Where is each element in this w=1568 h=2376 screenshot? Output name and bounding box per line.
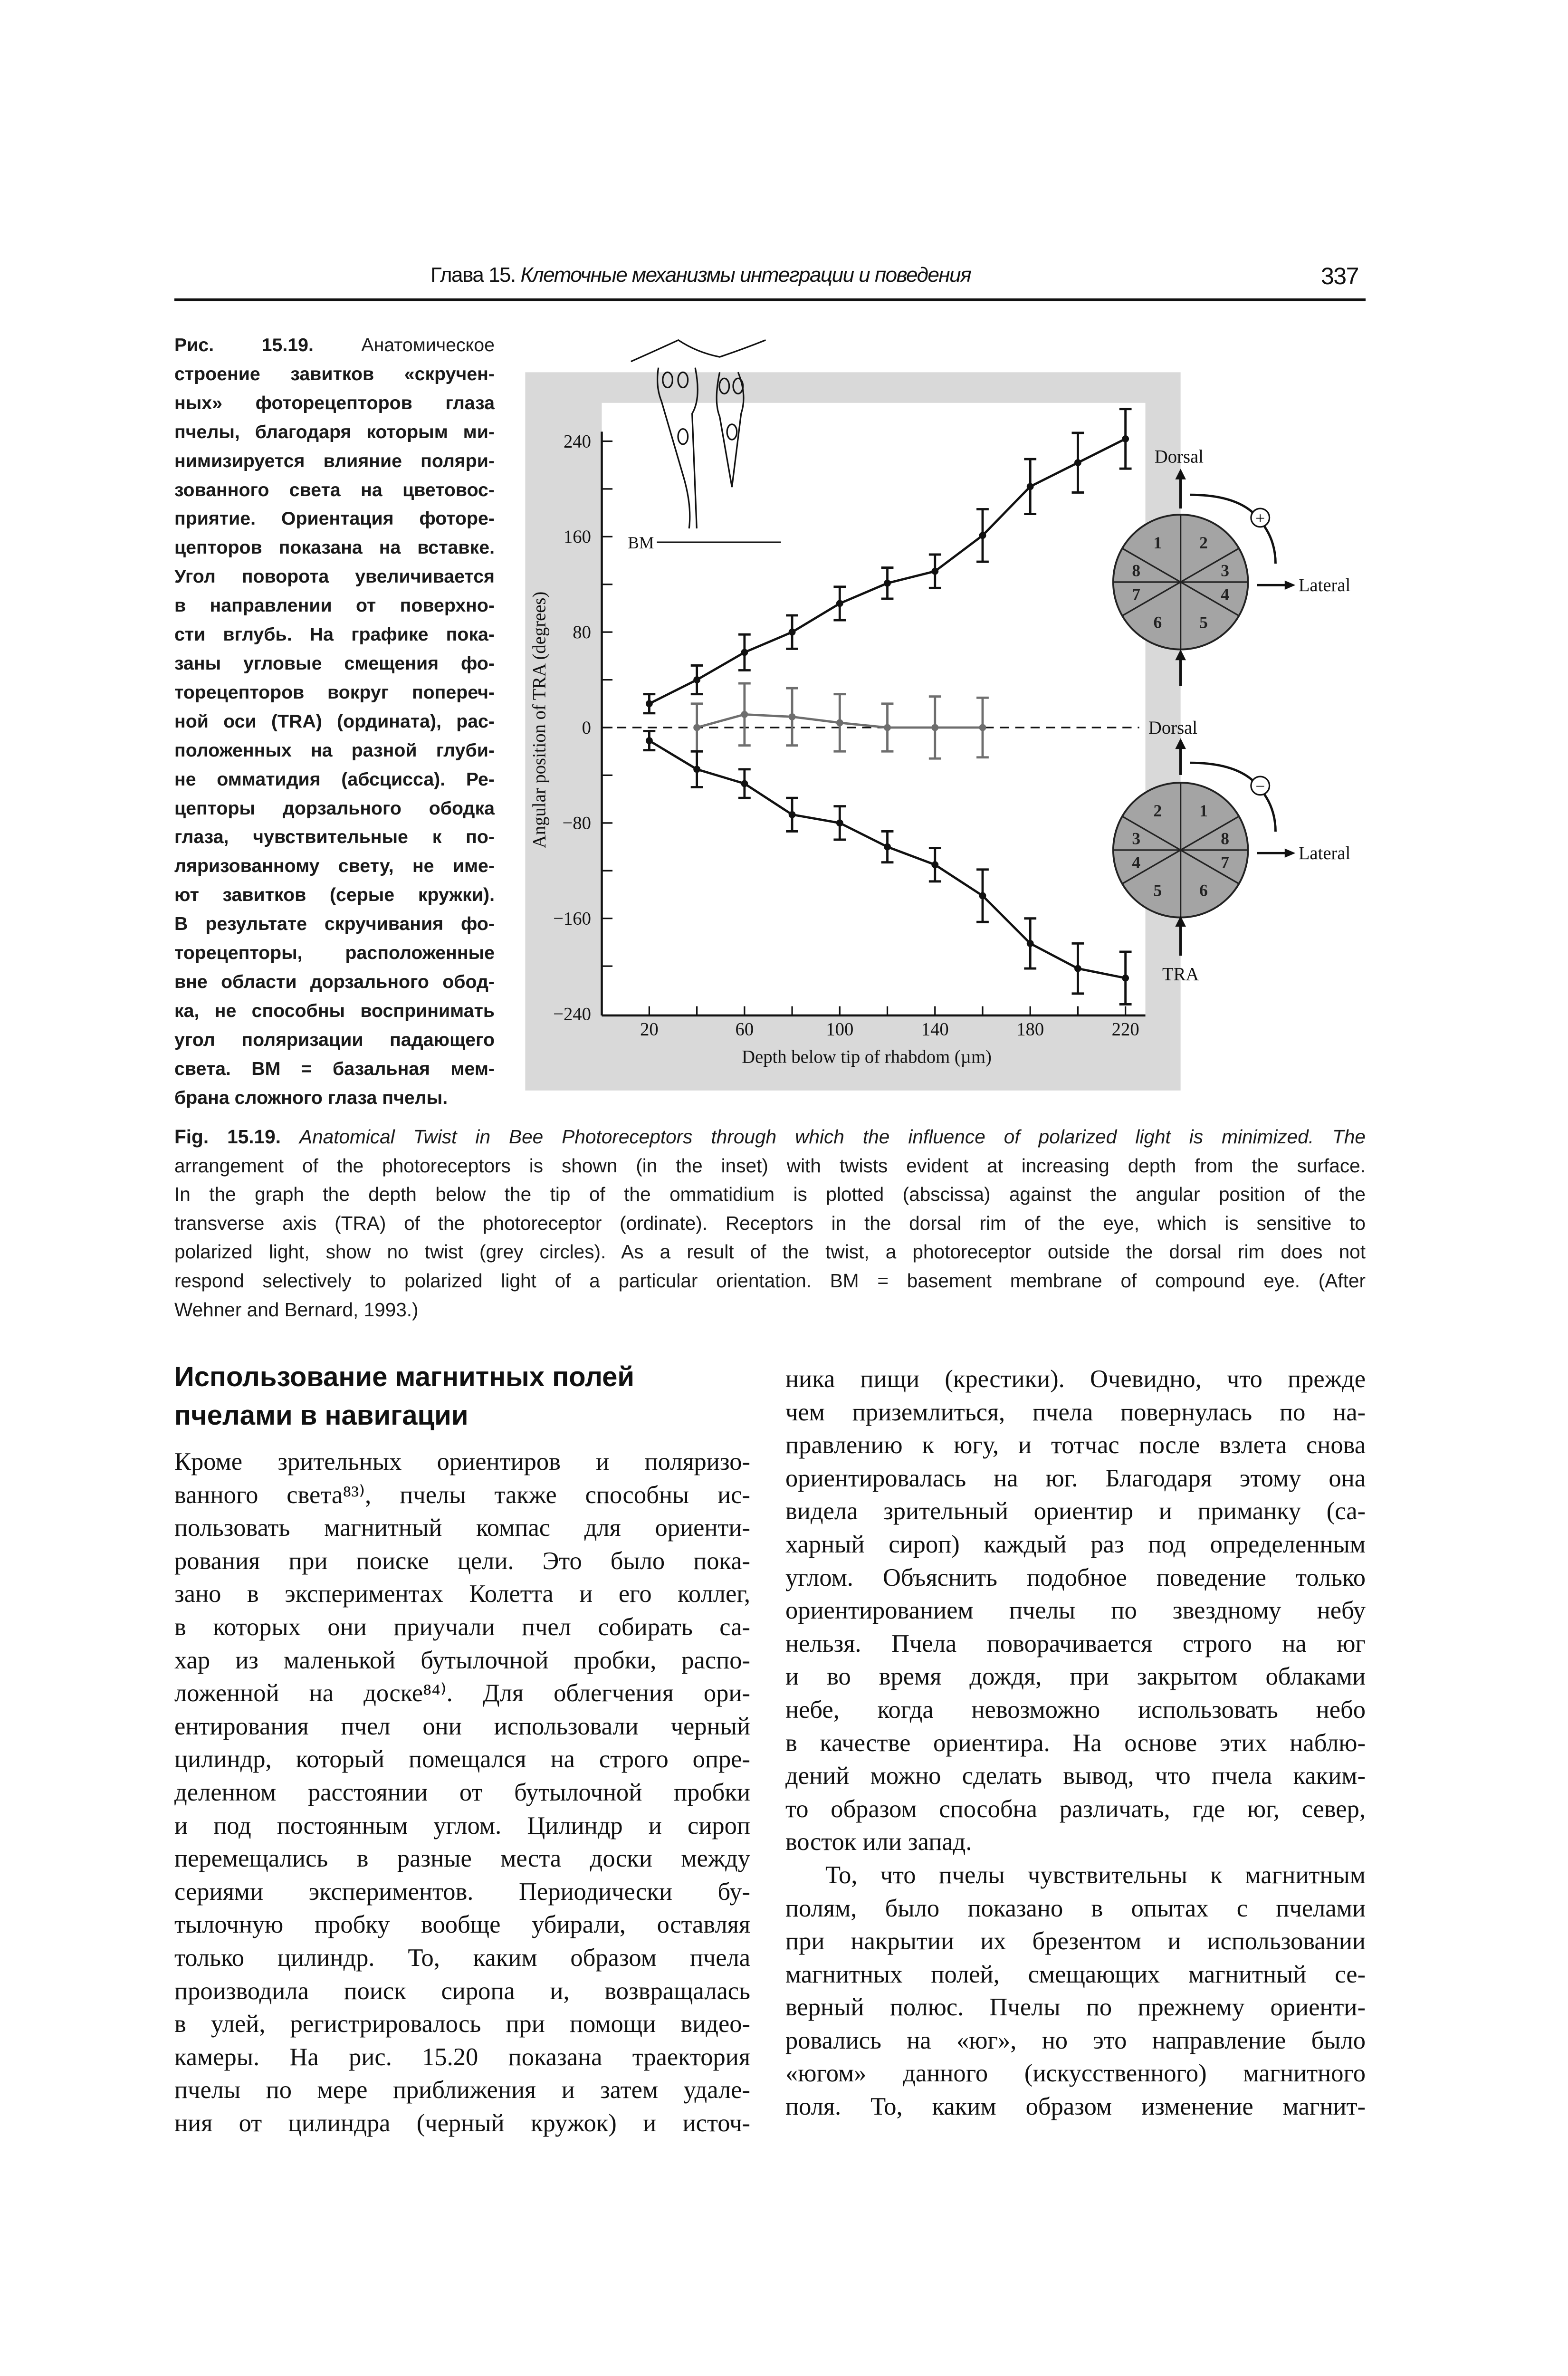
- data-point: [931, 861, 938, 868]
- data-point: [979, 532, 986, 539]
- text-line: небе, когда невозможно использовать небо: [785, 1696, 1366, 1724]
- y-tick-label: −160: [553, 909, 591, 929]
- text-line: поля. То, каким образом изменение магнит-: [785, 2093, 1366, 2121]
- caption-line: ют завитков (серые кружки).: [174, 884, 495, 906]
- caption-line: сти вглубь. На графике пока-: [174, 624, 495, 645]
- dorsal-label: Dorsal: [1148, 718, 1198, 738]
- caption-line: transverse axis (TRA) of the photoreceptor (ordinate). Receptors in the dorsal rim of the eye, which is sensitive to: [174, 1212, 1366, 1234]
- caption-line: пчелы, благодаря которым ми-: [174, 421, 495, 442]
- bm-label: BM: [628, 533, 654, 552]
- x-axis-label: Depth below tip of rhabdom (µm): [742, 1047, 992, 1067]
- tra-orientation-disk: [1113, 515, 1248, 650]
- data-point: [836, 719, 843, 727]
- data-point: [931, 724, 938, 731]
- paragraph: [785, 1859, 1366, 2124]
- text-line: нельзя. Пчела поворачивается строго на юг: [785, 1629, 1366, 1657]
- caption-line: Wehner and Bernard, 1993.): [174, 1298, 419, 1321]
- text-line: камеры. На рис. 15.20 показана траектория: [174, 2043, 750, 2071]
- data-point: [979, 892, 986, 900]
- caption-title: Anatomical Twist in Bee Photoreceptors through which the influence of polarized light is minimized. The: [299, 1126, 1366, 1148]
- text-line: ентирования пчел они использовали черный: [174, 1712, 750, 1740]
- data-point: [1074, 965, 1081, 972]
- text-line: и под постоянным углом. Цилиндр и сироп: [174, 1811, 750, 1839]
- eye-surface-arc: [631, 340, 766, 362]
- caption-line: ных» фоторецепторов глаза: [174, 392, 495, 413]
- sector-number: 8: [1221, 829, 1229, 848]
- y-tick-label: 80: [573, 623, 591, 643]
- x-tick-label: 60: [735, 1019, 754, 1040]
- text-line: правлению к югу, и тотчас после взлета снова: [785, 1431, 1366, 1459]
- y-tick-label: −80: [562, 813, 591, 834]
- text-line: ложенной на доске⁸⁴⁾. Для облегчения ори-: [174, 1679, 750, 1707]
- caption-text: Анатомическое: [361, 335, 495, 355]
- sector-number: 2: [1153, 801, 1162, 820]
- text-line: ника пищи (крестики). Очевидно, что прежде: [785, 1365, 1366, 1393]
- sector-number: 5: [1199, 613, 1208, 632]
- text-line: ровались на «юг», но это направление было: [785, 2026, 1366, 2054]
- text-line: зано в экспериментах Колетта и его коллег,: [174, 1580, 750, 1608]
- caption-line: строение завитков «скручен-: [174, 363, 495, 384]
- body-column-right: [785, 1363, 1366, 2124]
- text-line: деленном расстоянии от бутылочной пробки: [174, 1778, 750, 1806]
- caption-line: цепторов показана на вставке.: [174, 537, 495, 558]
- sector-number: 6: [1199, 881, 1208, 900]
- caption-line: не омматидия (абсцисса). Ре-: [174, 768, 495, 790]
- x-tick-label: 180: [1016, 1019, 1044, 1040]
- x-tick-label: 20: [640, 1019, 659, 1040]
- caption-line: polarized light, show no twist (grey circles). As a result of the twist, a photoreceptor outside the dorsal rim does not: [174, 1241, 1366, 1263]
- sector-number: 6: [1153, 613, 1162, 632]
- text-line: только цилиндр. То, каким образом пчела: [174, 1944, 750, 1972]
- text-line: хар из маленькой бутылочной пробки, распо-: [174, 1646, 750, 1674]
- data-point: [1122, 435, 1129, 442]
- caption-line: угол поляризации падающего: [174, 1029, 495, 1050]
- caption-line: Угол поворота увеличивается: [174, 566, 495, 587]
- sector-number: 1: [1199, 801, 1208, 820]
- lateral-label: Lateral: [1298, 843, 1351, 864]
- body-column-left: [174, 1446, 750, 2140]
- caption-line: нимизируется влияние поляри-: [174, 450, 495, 471]
- chapter-number: Глава 15.: [430, 263, 516, 287]
- text-line: ориентировалась на юг. Благодаря этому она: [785, 1464, 1366, 1492]
- text-line: в улей, регистрировалось при помощи видео-: [174, 2010, 750, 2038]
- figure-15-19: [0, 0, 1568, 1118]
- arrow-right-icon: [1285, 849, 1296, 858]
- sector-number: 8: [1132, 561, 1141, 580]
- text-line: рования при поиске цели. Это было пока-: [174, 1547, 750, 1575]
- page-number: 337: [1321, 263, 1358, 289]
- section-heading: [174, 1358, 750, 1435]
- caption-line: зованного света на цветовос-: [174, 479, 495, 500]
- y-tick-label: 160: [563, 527, 591, 547]
- data-point: [1074, 459, 1081, 466]
- lateral-label: Lateral: [1298, 575, 1351, 596]
- text-line: перемещались в разные места доски между: [174, 1845, 750, 1873]
- tra-orientation-disk: [1113, 783, 1248, 918]
- y-tick-label: −240: [553, 1004, 591, 1025]
- sector-number: 7: [1132, 584, 1141, 604]
- sector-number: 4: [1221, 584, 1229, 604]
- y-axis-label: Angular position of TRA (degrees): [529, 591, 550, 849]
- text-line: харный сироп) каждый раз под определенным: [785, 1530, 1366, 1558]
- data-point: [789, 713, 796, 720]
- text-line: сериями экспериментов. Периодически бу-: [174, 1878, 750, 1906]
- text-line: видела зрительный ориентир и приманку (са-: [785, 1497, 1366, 1525]
- sector-number: 5: [1153, 881, 1162, 900]
- rotation-sign: +: [1255, 508, 1265, 528]
- text-line: то образом способна различать, где юг, север,: [785, 1795, 1366, 1823]
- x-tick-label: 140: [921, 1019, 949, 1040]
- sector-number: 1: [1153, 533, 1162, 553]
- figure-label: Рис. 15.19.: [174, 335, 314, 355]
- caption-line: торецепторы, расположенные: [174, 942, 495, 964]
- caption-line: In the graph the depth below the tip of the ommatidium is plotted (abscissa) against the angular position of the: [174, 1183, 1366, 1206]
- data-point: [1122, 975, 1129, 982]
- data-point: [884, 843, 891, 851]
- data-point: [693, 766, 700, 773]
- data-point: [884, 580, 891, 587]
- caption-line: заны угловые смещения фо-: [174, 652, 495, 674]
- text-line: углом. Объяснить подобное поведение только: [785, 1563, 1366, 1591]
- data-point: [693, 676, 700, 683]
- text-line: в качестве ориентира. На основе этих наблю-: [785, 1729, 1366, 1757]
- x-tick-label: 220: [1111, 1019, 1139, 1040]
- heading-line: пчелами в навигации: [174, 1399, 468, 1431]
- x-tick-label: 100: [826, 1019, 854, 1040]
- caption-line: [174, 1122, 1366, 1151]
- text-line: производила поиск сиропа и, возвращалась: [174, 1977, 750, 2005]
- caption-line: ка, не способны воспринимать: [174, 1000, 495, 1021]
- caption-line: respond selectively to polarized light of a particular orientation. BM = basement membrane of compound eye. (After: [174, 1269, 1366, 1292]
- data-point: [741, 711, 748, 718]
- data-point: [789, 629, 796, 636]
- y-tick-label: 240: [563, 431, 591, 452]
- data-point: [979, 724, 986, 731]
- caption-line: в направлении от поверхно-: [174, 595, 495, 616]
- caption-line: брана сложного глаза пчелы.: [174, 1087, 448, 1108]
- data-point: [693, 724, 700, 731]
- text-line: пользовать магнитный компас для ориенти-: [174, 1514, 750, 1542]
- dorsal-label: Dorsal: [1154, 447, 1204, 467]
- plot-area: [602, 403, 1146, 1016]
- caption-line: ной оси (TRA) (ордината), рас-: [174, 710, 495, 732]
- text-line: при накрытии их брезентом и использовании: [785, 1927, 1366, 1955]
- data-point: [836, 600, 843, 607]
- chapter-title: Клеточные механизмы интеграции и поведения: [520, 263, 971, 287]
- caption-line: вне области дорзального обод-: [174, 971, 495, 992]
- data-point: [646, 700, 653, 707]
- y-tick-label: 0: [582, 718, 591, 738]
- caption-line: В результате скручивания фо-: [174, 913, 495, 935]
- caption-line: положенных на разной глуби-: [174, 739, 495, 761]
- caption-line: приятие. Ориентация фоторе-: [174, 508, 495, 529]
- rotation-sign: −: [1255, 776, 1265, 796]
- text-line: То, что пчелы чувствительны к магнитным: [825, 1861, 1366, 1889]
- data-point: [836, 819, 843, 826]
- paragraph: [174, 1446, 750, 2140]
- sector-number: 7: [1221, 853, 1229, 872]
- text-line: чем приземлиться, пчела повернулась по на-: [785, 1398, 1366, 1426]
- text-line: и во время дождя, при закрытом облаками: [785, 1663, 1366, 1691]
- sector-number: 3: [1221, 561, 1229, 580]
- text-line: ния от цилиндра (черный кружок) и источ-: [174, 2109, 750, 2137]
- text-line: восток или запад.: [785, 1828, 972, 1856]
- data-point: [884, 724, 891, 731]
- data-point: [1027, 483, 1034, 490]
- caption-line: цепторы дорзального ободка: [174, 797, 495, 819]
- data-point: [741, 780, 748, 787]
- figure-label: Fig. 15.19.: [174, 1126, 281, 1148]
- text-line: «югом» данного (искусственного) магнитного: [785, 2060, 1366, 2088]
- data-point: [646, 737, 653, 744]
- text-line: в которых они приучали пчел собирать са-: [174, 1613, 750, 1641]
- text-line: тылочную пробку вообще убирали, оставляя: [174, 1911, 750, 1939]
- data-point: [931, 568, 938, 575]
- heading-line: Использование магнитных полей: [174, 1361, 635, 1392]
- figure-caption-english: [174, 1122, 1366, 1324]
- text-line: Кроме зрительных ориентиров и поляризо-: [174, 1448, 750, 1475]
- data-point: [741, 649, 748, 656]
- data-point: [789, 811, 796, 818]
- text-line: верный полюс. Пчелы по прежнему ориенти-: [785, 1993, 1366, 2022]
- data-point: [1027, 940, 1034, 947]
- text-line: цилиндр, который помещался на строго опре-: [174, 1745, 750, 1773]
- tra-label: TRA: [1162, 964, 1199, 985]
- sector-number: 2: [1199, 533, 1208, 553]
- paragraph: [785, 1363, 1366, 1859]
- sector-number: 4: [1132, 853, 1141, 872]
- text-line: дений можно сделать вывод, что пчела каким-: [785, 1762, 1366, 1790]
- text-line: пчелы по мере приближения и затем удале-: [174, 2076, 750, 2104]
- caption-line: света. BM = базальная мем-: [174, 1058, 495, 1079]
- text-line: полям, было показано в опытах с пчелами: [785, 1894, 1366, 1922]
- caption-line: ляризованному свету, не име-: [174, 855, 495, 877]
- text-line: ориентированием пчелы по звездному небу: [785, 1597, 1366, 1625]
- sector-number: 3: [1132, 829, 1141, 848]
- caption-line: глаза, чувствительные к по-: [174, 826, 495, 848]
- caption-line: торецепторов вокруг попереч-: [174, 681, 495, 703]
- arrow-right-icon: [1285, 581, 1296, 590]
- text-line: магнитных полей, смещающих магнитный се-: [785, 1960, 1366, 1988]
- caption-line: arrangement of the photoreceptors is shown (in the inset) with twists evident at increasing depth from the surface.: [174, 1154, 1366, 1177]
- text-line: ванного света⁸³⁾, пчелы также способны ис-: [174, 1481, 750, 1509]
